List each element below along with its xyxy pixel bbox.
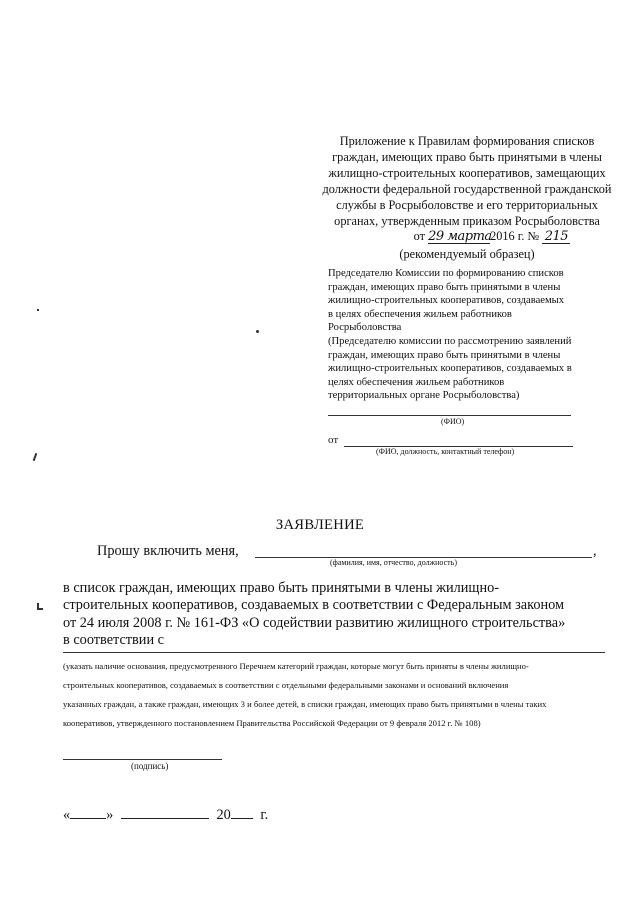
addressee-line: Росрыболовства (328, 322, 402, 334)
fio-blank-line[interactable] (328, 415, 571, 416)
applicant-caption: (фамилия, имя, отчество, должность) (330, 558, 457, 567)
date-century: 20 (216, 807, 231, 823)
order-year: 2016 г. № (490, 229, 540, 244)
order-date-line (362, 229, 622, 245)
addressee-line: целях обеспечения жильем работников (328, 376, 505, 388)
addressee-line: (Председателю комиссии по рассмотрению заявлений (328, 335, 572, 347)
addressee-line: территориальных органе Росрыболовства) (328, 390, 520, 402)
addressee-block (328, 267, 628, 403)
appendix-line: Приложение к Правилам формирования списков (339, 134, 595, 148)
document-title: ЗАЯВЛЕНИЕ (275, 517, 365, 533)
basis-note (63, 657, 623, 733)
body-line: строительных кооперативов, создаваемых в соответствии с Федеральным законом (63, 597, 565, 614)
note-line: кооперативов, утвержденного постановлением Правительства Российской Федерации от 9 февраля 2012 г. № 108) (63, 718, 481, 728)
scan-speck (256, 330, 259, 333)
note-line: (указать наличие основания, предусмотренного Перечнем категорий граждан, которые могут быть приняты в члены жилищно- (63, 661, 529, 671)
note-line: строительных кооперативов, создаваемых в соответствии с отдельными федеральными законами и оснований включения (63, 680, 509, 690)
note-line: указанных граждан, а также граждан, имеющих 3 и более детей, в списки граждан, имеющих право быть принятыми в члены таких (63, 699, 547, 709)
request-text: Прошу включить меня, (97, 543, 239, 559)
appendix-line: органах, утвержденным приказом Росрыболовства (334, 213, 600, 228)
appendix-line: граждан, имеющих право быть принятыми в члены (332, 149, 602, 164)
appendix-line: жилищно-строительных кооперативов, замещающих (328, 165, 606, 180)
from-prefix: от (328, 434, 339, 446)
handwritten-date: 29 марта (428, 229, 492, 245)
signature-caption: (подпись) (131, 761, 169, 771)
request-comma: , (593, 543, 597, 559)
appendix-line: службы в Росрыболовстве и его территориальных (336, 197, 598, 212)
date-open-quote: « (63, 807, 71, 823)
body-line: от 24 июля 2008 г. № 161-ФЗ «О содействии развитию жилищного строительства» (63, 614, 566, 631)
fio-caption: (ФИО) (441, 417, 465, 426)
body-line: в список граждан, имеющих право быть принятыми в члены жилищно- (63, 580, 500, 596)
handwritten-number: 215 (542, 230, 570, 244)
appendix-heading (312, 134, 622, 245)
date-prefix: от (413, 229, 425, 244)
appendix-line: должности федеральной государственной гражданской (322, 181, 612, 196)
addressee-line: в целях обеспечения жильем работников (328, 308, 512, 320)
basis-blank-line[interactable] (63, 652, 605, 653)
scan-speck (37, 608, 43, 610)
addressee-line: жилищно-строительных кооперативов, создаваемых (328, 295, 565, 307)
date-line (63, 804, 268, 824)
addressee-line: жилищно-строительных кооперативов, создаваемых в (328, 363, 572, 375)
sample-label: (рекомендуемый образец) (399, 247, 535, 261)
addressee-line: граждан, имеющих право быть принятыми в члены (328, 281, 561, 293)
day-blank[interactable] (70, 804, 106, 819)
scan-speck (37, 309, 39, 311)
year-blank[interactable] (231, 804, 253, 819)
signature-blank-line[interactable] (63, 759, 222, 760)
from-caption: (ФИО, должность, контактный телефон) (376, 447, 515, 456)
addressee-line: граждан, имеющих право быть принятыми в члены (328, 349, 561, 361)
date-year-suffix: г. (260, 807, 269, 823)
addressee-line: Председателю Комиссии по формированию списков (328, 268, 564, 279)
body-text (63, 580, 623, 649)
month-blank[interactable] (121, 804, 209, 819)
scan-speck (33, 453, 38, 461)
date-close-quote: » (106, 807, 114, 823)
body-line: в соответствии с (63, 631, 165, 648)
